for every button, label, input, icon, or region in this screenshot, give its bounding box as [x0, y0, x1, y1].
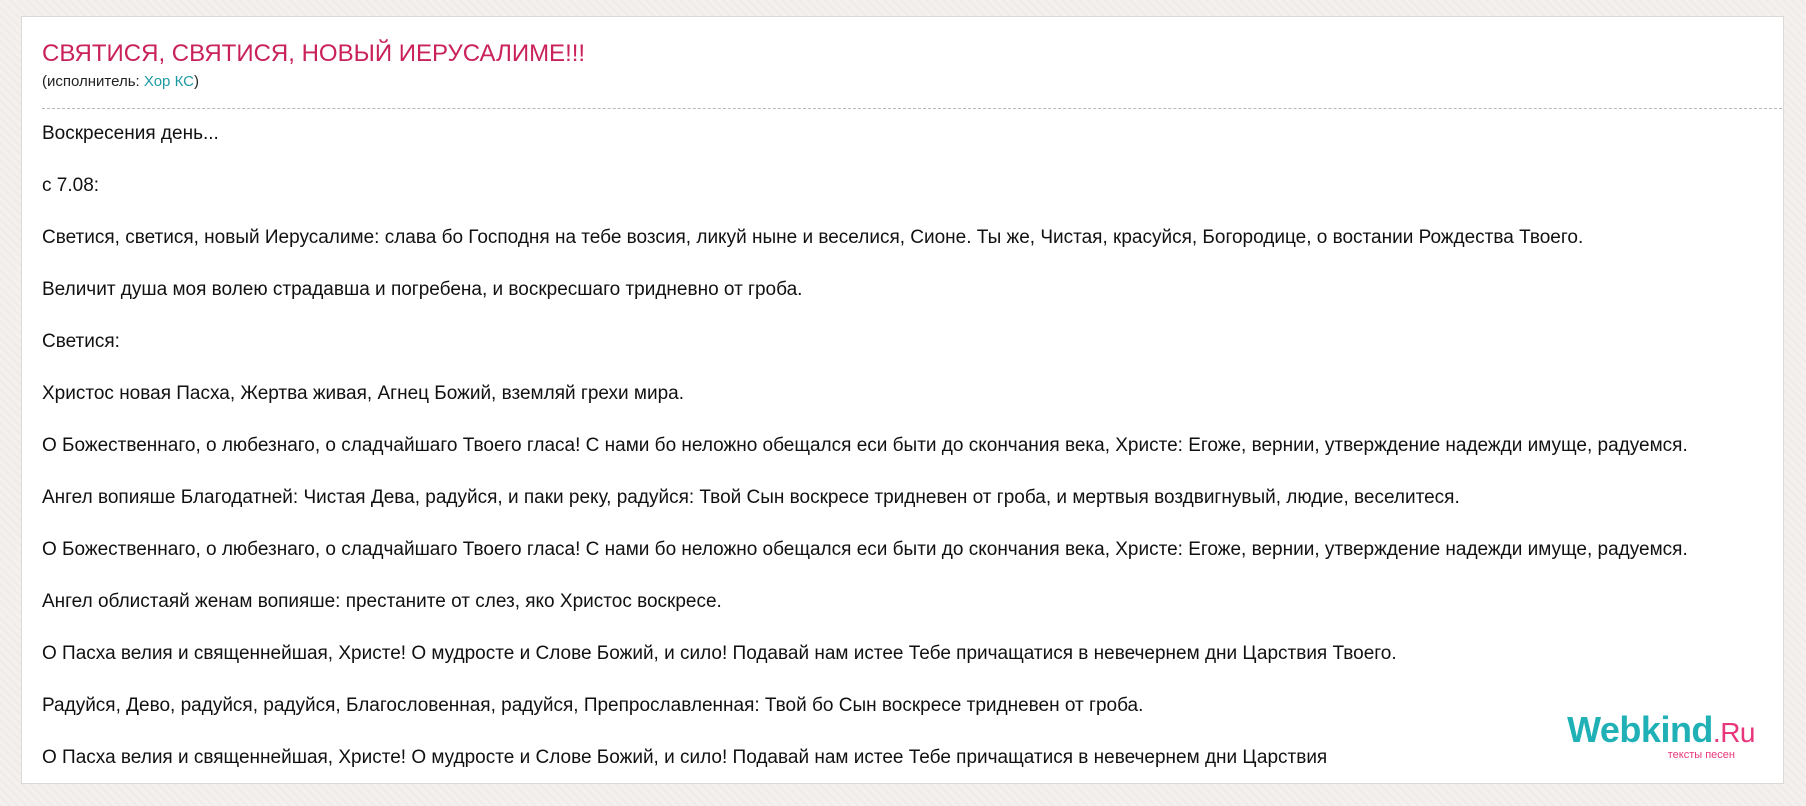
song-header [42, 39, 1784, 109]
performer-link[interactable]: Хор КС [143, 73, 194, 90]
lyrics-line: Светися, светися, новый Иерусалиме: слава бо Господня на тебе возсия, ликуй ныне и веселися, Сионе. Ты же, Чистая, красуйся, Богородице, о востании Рождества Твоего. [42, 227, 1584, 248]
lyrics-line: Величит душа моя волею страдавша и погребена, и воскресшаго тридневно от гроба. [42, 279, 803, 300]
lyrics-line: О Пасха велия и священнейшая, Христе! О мудросте и Слове Божий, и сило! Подавай нам истее Тебе причащатися в невечернем дни Царствия Твоего. [42, 643, 1397, 664]
lyrics-line: Христос новая Пасха, Жертва живая, Агнец Божий, вземляй грехи мира. [42, 383, 685, 404]
logo-suffix: .Ru [1712, 717, 1755, 748]
lyrics-line: Ангел облистаяй женам вопияше: престаните от слез, яко Христос воскресе. [42, 591, 722, 612]
performer-suffix: ) [193, 73, 199, 90]
lyrics-line: с 7.08: [42, 175, 100, 196]
song-title: СВЯТИСЯ, СВЯТИСЯ, НОВЫЙ ИЕРУСАЛИМЕ!!! [42, 40, 586, 67]
song-card [21, 16, 1784, 784]
lyrics-line: Радуйся, Дево, радуйся, радуйся, Благословенная, радуйся, Препрославленная: Твой бо Сын воскресе тридневен от гроба. [42, 695, 1144, 716]
lyrics-body [42, 119, 1784, 784]
lyrics-line: О Божественнаго, о любезнаго, о сладчайшаго Твоего гласа! С нами бо неложно обещался еси быти до скончания века, Христе: Егоже, вернии, утверждение надежди имуще, радуемся. [42, 435, 1688, 456]
logo-main-text: Webkind [1567, 709, 1713, 750]
logo-tagline: тексты песен [1667, 749, 1735, 761]
performer-line [42, 73, 1784, 91]
lyrics-line: Светися: [42, 331, 120, 352]
performer-prefix: (исполнитель: [42, 73, 144, 90]
lyrics-line: Ангел вопияше Благодатней: Чистая Дева, радуйся, и паки реку, радуйся: Твой Сын воскресе тридневен от гроба, и мертвыя воздвигнувый, людие, веселитеся. [42, 487, 1460, 508]
lyrics-line: О Пасха велия и священнейшая, Христе! О мудросте и Слове Божий, и сило! Подавай нам истее Тебе причащатися в невечернем дни Царствия [42, 747, 1328, 768]
lyrics-line: Воскресения день... [42, 123, 219, 144]
lyrics-line: О Божественнаго, о любезнаго, о сладчайшаго Твоего гласа! С нами бо неложно обещался еси быти до скончания века, Христе: Егоже, вернии, утверждение надежди имуще, радуемся. [42, 539, 1688, 560]
webkind-logo[interactable] [1567, 709, 1755, 761]
logo-wordmark [1567, 709, 1755, 751]
